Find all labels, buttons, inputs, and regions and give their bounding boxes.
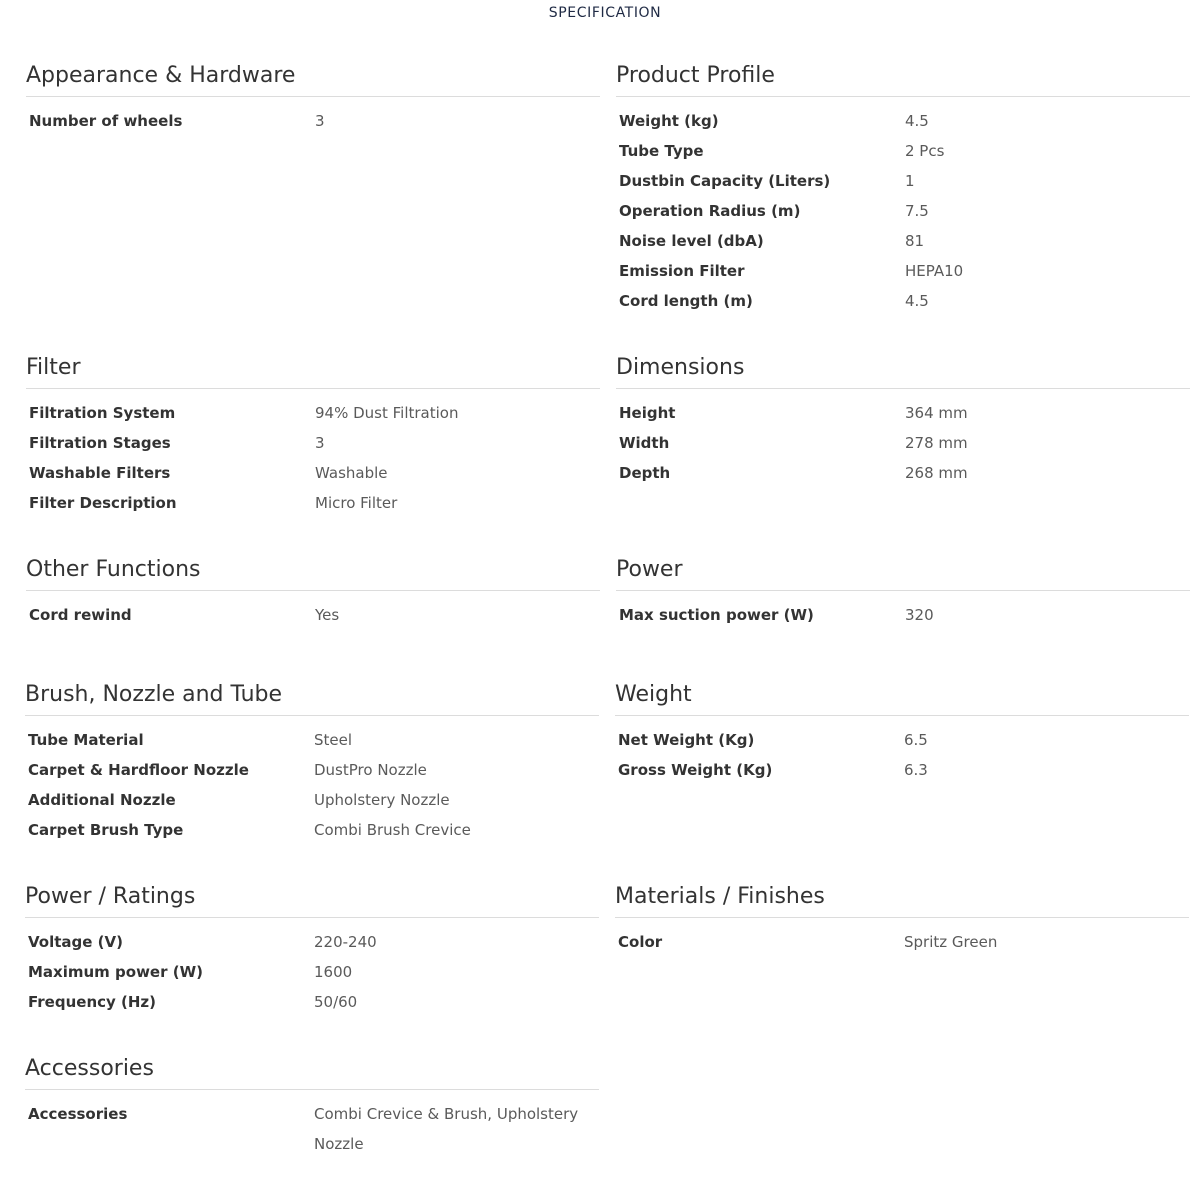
spec-value: 3 (315, 434, 325, 452)
spec-label: Carpet Brush Type (28, 821, 184, 839)
spec-value: 6.5 (904, 731, 928, 749)
spec-list (26, 389, 600, 518)
spec-value: 4.5 (905, 112, 929, 130)
spec-label: Filtration System (29, 404, 176, 422)
spec-value: 1 (905, 172, 915, 190)
section-title: Power (616, 555, 1190, 591)
section-brush-nozzle-tube (25, 680, 599, 845)
spec-row (616, 196, 1190, 226)
spec-list (26, 97, 600, 136)
spec-row (616, 428, 1190, 458)
spec-row (25, 1099, 599, 1159)
spec-value: 320 (905, 606, 934, 624)
spec-value: 4.5 (905, 292, 929, 310)
spec-list (616, 591, 1190, 630)
spec-label: Maximum power (W) (28, 963, 203, 981)
spec-value: 2 Pcs (905, 142, 945, 160)
spec-label: Height (619, 404, 676, 422)
section-title: Product Profile (616, 61, 1190, 97)
spec-row (616, 458, 1190, 488)
spec-row (26, 458, 600, 488)
spec-label: Tube Type (619, 142, 704, 160)
section-title: Brush, Nozzle and Tube (25, 680, 599, 716)
spec-label: Carpet & Hardfloor Nozzle (28, 761, 249, 779)
spec-row (25, 815, 599, 845)
spec-label: Frequency (Hz) (28, 993, 157, 1011)
spec-value: 6.3 (904, 761, 928, 779)
section-weight (615, 680, 1189, 785)
spec-label: Net Weight (Kg) (618, 731, 755, 749)
spec-row (26, 600, 600, 630)
spec-label: Operation Radius (m) (619, 202, 801, 220)
spec-row (25, 957, 599, 987)
spec-label: Cord length (m) (619, 292, 753, 310)
spec-label: Filter Description (29, 494, 177, 512)
spec-value: 278 mm (905, 434, 968, 452)
spec-value: Washable (315, 464, 388, 482)
spec-row (25, 725, 599, 755)
spec-label: Tube Material (28, 731, 144, 749)
spec-list (615, 918, 1189, 957)
spec-row (616, 166, 1190, 196)
section-dimensions (616, 353, 1190, 488)
section-title: Other Functions (26, 555, 600, 591)
spec-value: Steel (314, 731, 353, 749)
spec-row (26, 106, 600, 136)
spec-row (616, 106, 1190, 136)
spec-label: Washable Filters (29, 464, 171, 482)
spec-value: Yes (315, 606, 340, 624)
spec-label: Dustbin Capacity (Liters) (619, 172, 831, 190)
section-title: Appearance & Hardware (26, 61, 600, 97)
page-title: SPECIFICATION (548, 5, 662, 21)
spec-label: Depth (619, 464, 671, 482)
spec-value: Upholstery Nozzle (314, 791, 450, 809)
spec-row (25, 755, 599, 785)
spec-label: Number of wheels (29, 112, 183, 130)
spec-row (26, 398, 600, 428)
spec-label: Max suction power (W) (619, 606, 814, 624)
spec-label: Additional Nozzle (28, 791, 176, 809)
spec-list (25, 716, 599, 845)
spec-label: Noise level (dbA) (619, 232, 764, 250)
spec-value: 1600 (314, 963, 353, 981)
spec-row (616, 256, 1190, 286)
section-appearance-hardware (26, 61, 600, 136)
spec-label: Accessories (28, 1105, 128, 1123)
section-materials-finishes (615, 882, 1189, 957)
spec-list (25, 1090, 599, 1159)
spec-row (25, 927, 599, 957)
spec-list (616, 97, 1190, 316)
section-other-functions (26, 555, 600, 630)
spec-row (26, 488, 600, 518)
spec-row (616, 286, 1190, 316)
spec-label: Cord rewind (29, 606, 132, 624)
spec-row (26, 428, 600, 458)
section-power-ratings (25, 882, 599, 1017)
spec-row (616, 226, 1190, 256)
spec-value: 268 mm (905, 464, 968, 482)
section-title: Accessories (25, 1054, 599, 1090)
spec-label: Emission Filter (619, 262, 745, 280)
spec-value: 3 (315, 112, 325, 130)
section-title: Dimensions (616, 353, 1190, 389)
spec-row (25, 987, 599, 1017)
section-power (616, 555, 1190, 630)
spec-list (616, 389, 1190, 488)
spec-value: 81 (905, 232, 925, 250)
spec-row (616, 136, 1190, 166)
spec-value: 7.5 (905, 202, 929, 220)
spec-row (25, 785, 599, 815)
spec-label: Filtration Stages (29, 434, 171, 452)
spec-label: Width (619, 434, 670, 452)
spec-row (616, 398, 1190, 428)
spec-value: 50/60 (314, 993, 358, 1011)
spec-label: Color (618, 933, 663, 951)
spec-list (26, 591, 600, 630)
section-title: Filter (26, 353, 600, 389)
spec-value: DustPro Nozzle (314, 761, 427, 779)
section-title: Power / Ratings (25, 882, 599, 918)
spec-row (615, 927, 1189, 957)
spec-value: Spritz Green (904, 933, 998, 951)
section-title: Weight (615, 680, 1189, 716)
spec-value: 364 mm (905, 404, 968, 422)
spec-label: Voltage (V) (28, 933, 123, 951)
spec-value: 94% Dust Filtration (315, 404, 459, 422)
spec-list (25, 918, 599, 1017)
spec-label: Gross Weight (Kg) (618, 761, 773, 779)
spec-value: Combi Brush Crevice (314, 821, 471, 839)
section-product-profile (616, 61, 1190, 316)
spec-value: HEPA10 (905, 262, 964, 280)
spec-row (615, 755, 1189, 785)
spec-value: Combi Crevice & Brush, Upholstery Nozzle (314, 1105, 579, 1153)
spec-row (616, 600, 1190, 630)
spec-value: Micro Filter (315, 494, 398, 512)
section-title: Materials / Finishes (615, 882, 1189, 918)
spec-value: 220-240 (314, 933, 377, 951)
section-accessories (25, 1054, 599, 1159)
section-filter (26, 353, 600, 518)
spec-row (615, 725, 1189, 755)
spec-list (615, 716, 1189, 785)
spec-label: Weight (kg) (619, 112, 719, 130)
